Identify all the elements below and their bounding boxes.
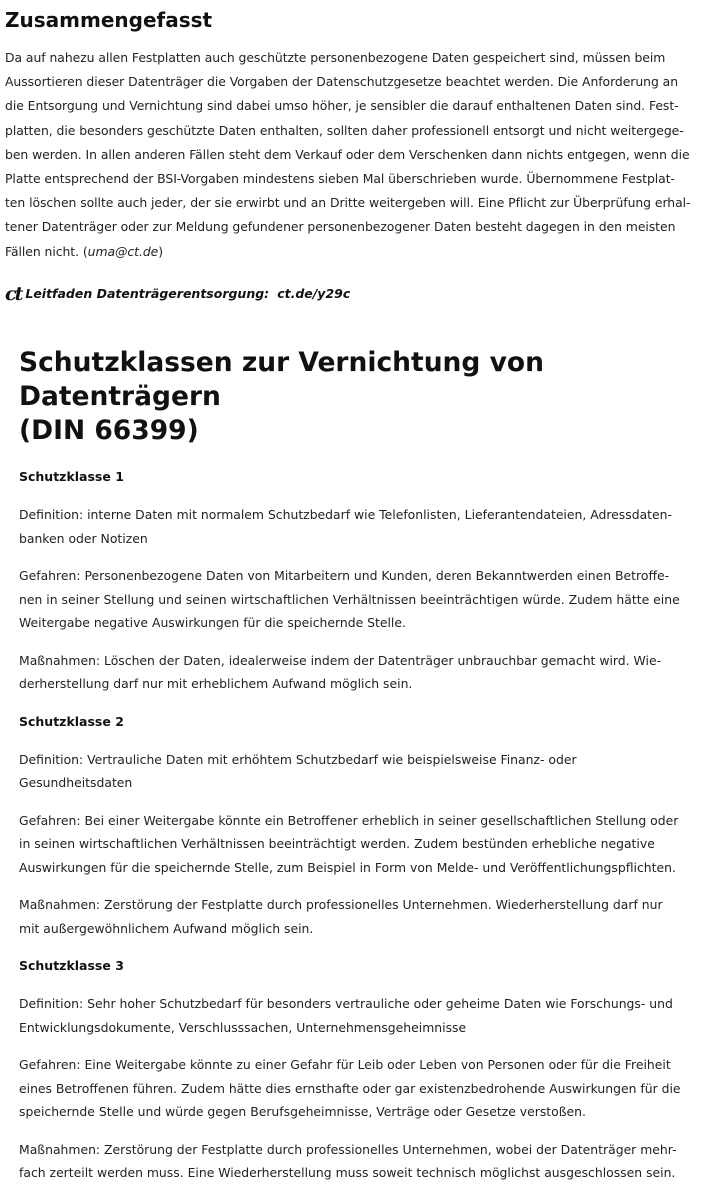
- text-line: Weitergabe negative Auswirkungen für die speichernde Stelle.: [19, 615, 406, 630]
- massnahmen-paragraph: [19, 893, 699, 940]
- guide-link-url[interactable]: ct.de/y29c: [277, 286, 351, 302]
- guide-link-row: [5, 282, 705, 305]
- text-line: nen in seiner Stellung und seinen wirtschaftlichen Verhältnissen beeinträchtigen würde. Zudem hätte eine: [19, 591, 680, 607]
- summary-title: Zusammengefasst: [5, 8, 213, 32]
- definition-paragraph: [19, 503, 699, 550]
- text-line: in seinen wirtschaftlichen Verhältnissen beeinträchtigt werden. Zudem bestünden erhebliche negative: [19, 836, 655, 851]
- massnahmen-paragraph: [19, 649, 699, 696]
- text-line: Gesundheitsdaten: [19, 775, 133, 790]
- text-line: eines Betroffenen führen. Zudem hätte dies ernsthafte oder gar existenzbedrohende Auswirkungen für die: [19, 1080, 681, 1096]
- text-line: mit außergewöhnlichem Aufwand möglich sein.: [19, 920, 314, 936]
- article-title-line: (DIN 66399): [19, 415, 199, 446]
- summary-line: tener Datenträger oder zur Meldung gefundener personenbezogener Daten besteht dagegen in den meisten: [5, 219, 676, 235]
- text-line: Gefahren: Bei einer Weitergabe könnte ein Betroffener erheblich in seiner gesellschaftlichen Stellung oder: [19, 812, 679, 828]
- article-section: [19, 346, 699, 1185]
- summary-line: Aussortieren dieser Datenträger die Vorgaben der Datenschutzgesetze beachtet werden. Die Anforderung an: [5, 74, 679, 90]
- text-line: fach zerteilt werden muss. Eine Wiederherstellung muss soweit technisch möglichst ausgeschlossen sein.: [19, 1165, 676, 1180]
- gefahren-paragraph: [19, 564, 699, 635]
- article-title: [19, 346, 699, 448]
- gefahren-paragraph: [19, 1053, 699, 1124]
- author-email[interactable]: uma@ct.de: [87, 243, 159, 259]
- summary-text: [5, 46, 705, 264]
- summary-line: ten löschen sollte auch jeder, der sie erwirbt und an Dritte weitergeben will. Eine Pflicht zur Überprüfung erhal-: [5, 195, 691, 211]
- text-line: Definition: Sehr hoher Schutzbedarf für besonders vertrauliche oder geheime Daten wie Forschungs- und: [19, 996, 673, 1011]
- text-line: speichernde Stelle und würde gegen Berufsgeheimnisse, Verträge oder Gesetze verstoßen.: [19, 1104, 586, 1119]
- text-line: derherstellung darf nur mit erheblichem Aufwand möglich sein.: [19, 676, 413, 691]
- section-heading-schutzklasse-3: Schutzklasse 3: [19, 958, 124, 973]
- text-line: Maßnahmen: Löschen der Daten, idealerweise indem der Datenträger unbrauchbar gemacht wird. Wie-: [19, 652, 662, 668]
- summary-line: Da auf nahezu allen Festplatten auch geschützte personenbezogene Daten gespeichert sind, müssen beim: [5, 50, 666, 65]
- summary-line: ben werden. In allen anderen Fällen steht dem Verkauf oder dem Verschenken dann nichts entgegen, wenn die: [5, 146, 690, 162]
- text-line: Gefahren: Personenbezogene Daten von Mitarbeitern und Kunden, deren Bekanntwerden einen Betroffe-: [19, 568, 670, 583]
- summary-line: Platte entsprechend der BSI-Vorgaben mindestens sieben Mal überschrieben wurde. Übernommene Festplat-: [5, 171, 675, 187]
- author-close: ): [158, 243, 164, 259]
- text-line: Definition: Vertrauliche Daten mit erhöhtem Schutzbedarf wie beispielsweise Finanz- oder: [19, 751, 577, 767]
- text-line: Auswirkungen für die speichernde Stelle, zum Beispiel in Form von Melde- und Veröffentlichungspflichten.: [19, 859, 676, 875]
- section-heading-schutzklasse-1: Schutzklasse 1: [19, 469, 124, 484]
- text-line: Definition: interne Daten mit normalem Schutzbedarf wie Telefonlisten, Lieferantendateien, Adressdaten-: [19, 507, 672, 522]
- text-line: Maßnahmen: Zerstörung der Festplatte durch professionelles Unternehmen. Wiederherstellung darf nur: [19, 897, 663, 912]
- article-title-line: Schutzklassen zur Vernichtung von Datenträgern: [19, 347, 544, 412]
- section-heading-schutzklasse-2: Schutzklasse 2: [19, 713, 124, 729]
- text-line: Maßnahmen: Zerstörung der Festplatte durch professionelles Unternehmen, wobei der Datenträger mehr-: [19, 1141, 677, 1157]
- summary-line: die Entsorgung und Vernichtung sind dabei umso höher, je sensibler die darauf enthaltenen Daten sind. Fest-: [5, 98, 679, 114]
- summary-box: [5, 0, 705, 303]
- text-line: Entwicklungsdokumente, Verschlusssachen, Unternehmensgeheimnisse: [19, 1019, 467, 1035]
- summary-line: platten, die besonders geschützte Daten enthalten, sollten daher professionell entsorgt und nicht weitergege-: [5, 122, 684, 138]
- ct-logo: ct: [5, 282, 22, 305]
- gefahren-paragraph: [19, 809, 699, 880]
- definition-paragraph: [19, 748, 699, 795]
- guide-link-label: Leitfaden Datenträgerentsorgung:: [25, 286, 270, 302]
- massnahmen-paragraph: [19, 1138, 699, 1185]
- text-line: Gefahren: Eine Weitergabe könnte zu einer Gefahr für Leib oder Leben von Personen oder für die Freiheit: [19, 1057, 671, 1072]
- text-line: banken oder Notizen: [19, 530, 148, 546]
- definition-paragraph: [19, 992, 699, 1039]
- summary-line: Fällen nicht. (: [5, 243, 88, 259]
